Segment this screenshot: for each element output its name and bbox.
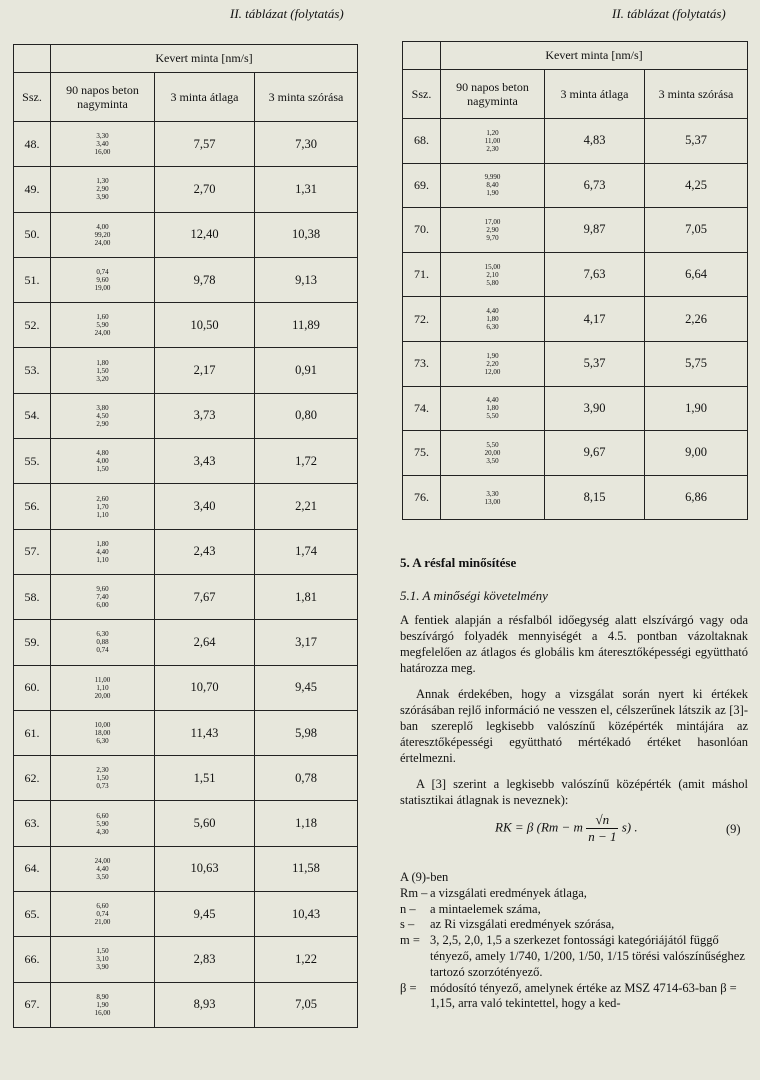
table-row xyxy=(403,119,748,164)
sample-value: 1,20 xyxy=(486,128,499,137)
sample-value: 2,30 xyxy=(486,144,499,153)
sample-value: 1,90 xyxy=(486,189,499,198)
sample-value: 24,00 xyxy=(94,329,111,338)
sample-value: 1,50 xyxy=(96,947,109,956)
table-row xyxy=(403,297,748,342)
mean-value: 9,67 xyxy=(545,431,645,476)
sample-value: 1,80 xyxy=(96,358,109,367)
table-row xyxy=(403,386,748,431)
sd-value: 1,72 xyxy=(255,439,358,484)
sample-value: 4,40 xyxy=(96,547,109,556)
sample-value: 0,74 xyxy=(96,646,109,655)
definition-item xyxy=(400,981,748,1013)
sd-value: 9,00 xyxy=(645,431,748,476)
mean-value: 8,93 xyxy=(155,982,255,1027)
equation-number: (9) xyxy=(726,822,741,836)
sample-value: 1,80 xyxy=(486,404,499,413)
sample-values xyxy=(51,756,155,801)
sample-value: 16,00 xyxy=(94,1008,111,1017)
table-row xyxy=(14,982,358,1027)
col-header-sample: 90 napos beton nagyminta xyxy=(51,73,155,122)
sample-value: 6,30 xyxy=(96,630,109,639)
sample-value: 15,00 xyxy=(484,262,501,271)
row-number: 68. xyxy=(403,119,441,164)
sd-value: 1,81 xyxy=(255,574,358,619)
table-row xyxy=(14,484,358,529)
sample-value: 6,60 xyxy=(96,902,109,911)
paragraph-3: A [3] szerint a legkisebb valószínű középérték (amit máshol statisztikai átlagnak is neveznek): xyxy=(400,777,748,807)
col-header-mean: 3 minta átlaga xyxy=(545,70,645,119)
sd-value: 6,86 xyxy=(645,475,748,520)
sample-value: 3,50 xyxy=(96,872,109,881)
header-blank xyxy=(403,42,441,70)
sd-value: 5,75 xyxy=(645,341,748,386)
section-title: 5. A résfal minősítése xyxy=(400,555,517,570)
row-number: 52. xyxy=(14,303,51,348)
sd-value: 9,45 xyxy=(255,665,358,710)
col-header-sample: 90 napos beton nagyminta xyxy=(441,70,545,119)
sample-value: 2,60 xyxy=(96,494,109,503)
paragraph-2: Annak érdekében, hogy a vizsgálat során nyert ki értékek szórásában rejlő információ ne vesszen el, célszerűnek látszik az [3]-ban szereplő legkisebb valószínű középérték mintájára az áteresztőképességi együttható mértékadó értéket hasonlóan értelmezni. xyxy=(400,687,748,765)
subsection-title: 5.1. A minőségi követelmény xyxy=(400,588,548,603)
sd-value: 10,38 xyxy=(255,212,358,257)
row-number: 50. xyxy=(14,212,51,257)
sample-values xyxy=(441,341,545,386)
sample-values xyxy=(441,208,545,253)
sample-values xyxy=(441,119,545,164)
mean-value: 2,17 xyxy=(155,348,255,393)
sample-value: 11,00 xyxy=(484,136,501,145)
definition-symbol: s – xyxy=(400,917,415,932)
sample-value: 12,00 xyxy=(484,367,501,376)
sample-value: 1,50 xyxy=(96,465,109,474)
mean-value: 7,67 xyxy=(155,574,255,619)
sample-values xyxy=(51,167,155,212)
sample-value: 4,00 xyxy=(96,457,109,466)
sample-value: 13,00 xyxy=(484,497,501,506)
sd-value: 2,21 xyxy=(255,484,358,529)
sample-value: 5,90 xyxy=(96,819,109,828)
sample-values xyxy=(51,122,155,167)
sample-values xyxy=(51,348,155,393)
sd-value: 1,31 xyxy=(255,167,358,212)
row-number: 51. xyxy=(14,257,51,302)
formula-denominator: n − 1 xyxy=(588,829,617,844)
table-row xyxy=(14,846,358,891)
sample-values xyxy=(51,937,155,982)
mean-value: 12,40 xyxy=(155,212,255,257)
sample-values xyxy=(51,212,155,257)
row-number: 58. xyxy=(14,574,51,619)
data-table-right xyxy=(402,41,748,520)
table-row xyxy=(14,710,358,755)
sample-values xyxy=(51,801,155,846)
sample-value: 24,00 xyxy=(94,856,111,865)
table-row xyxy=(14,665,358,710)
sample-value: 4,40 xyxy=(486,396,499,405)
table-row xyxy=(403,252,748,297)
definition-text: 3, 2,5, 2,0, 1,5 a szerkezet fontossági kategóriájától függő tényező, amely 1/740, 1/200, 1/50, 1/15 törési valószínűséghez tartozó szorzótényező. xyxy=(430,933,745,979)
table-row xyxy=(14,257,358,302)
sample-values xyxy=(51,529,155,574)
mean-value: 5,60 xyxy=(155,801,255,846)
sample-values xyxy=(441,475,545,520)
definition-symbol: Rm – xyxy=(400,885,428,900)
mean-value: 4,83 xyxy=(545,119,645,164)
sample-value: 1,60 xyxy=(96,313,109,322)
mean-value: 3,90 xyxy=(545,386,645,431)
sd-value: 1,74 xyxy=(255,529,358,574)
row-number: 70. xyxy=(403,208,441,253)
row-number: 49. xyxy=(14,167,51,212)
definition-symbol: n – xyxy=(400,901,416,916)
table-row xyxy=(14,348,358,393)
mean-value: 9,78 xyxy=(155,257,255,302)
mean-value: 10,50 xyxy=(155,303,255,348)
sample-value: 3,80 xyxy=(96,403,109,412)
table-row xyxy=(403,208,748,253)
sample-value: 2,90 xyxy=(96,419,109,428)
sd-value: 2,26 xyxy=(645,297,748,342)
col-header-sd: 3 minta szórása xyxy=(645,70,748,119)
sample-value: 2,10 xyxy=(486,270,499,279)
row-number: 65. xyxy=(14,892,51,937)
sample-value: 6,00 xyxy=(96,601,109,610)
sample-value: 1,80 xyxy=(96,539,109,548)
sample-value: 3,30 xyxy=(96,132,109,141)
group-header: Kevert minta [nm/s] xyxy=(51,45,358,73)
sd-value: 0,91 xyxy=(255,348,358,393)
mean-value: 10,63 xyxy=(155,846,255,891)
sd-value: 0,78 xyxy=(255,756,358,801)
sample-value: 1,10 xyxy=(96,683,109,692)
definition-intro: A (9)-ben xyxy=(400,870,449,884)
sample-values xyxy=(441,297,545,342)
sample-value: 3,30 xyxy=(486,489,499,498)
sample-value: 1,90 xyxy=(96,1000,109,1009)
sd-value: 7,30 xyxy=(255,122,358,167)
table-row xyxy=(14,122,358,167)
sample-value: 19,00 xyxy=(94,284,111,293)
row-number: 56. xyxy=(14,484,51,529)
sample-values xyxy=(51,982,155,1027)
sample-value: 1,50 xyxy=(96,366,109,375)
mean-value: 11,43 xyxy=(155,710,255,755)
sample-value: 3,20 xyxy=(96,374,109,383)
row-number: 63. xyxy=(14,801,51,846)
sample-value: 1,30 xyxy=(96,177,109,186)
row-number: 72. xyxy=(403,297,441,342)
sample-values xyxy=(441,386,545,431)
row-number: 61. xyxy=(14,710,51,755)
sample-values xyxy=(51,620,155,665)
definition-list xyxy=(400,870,748,1012)
row-number: 73. xyxy=(403,341,441,386)
sample-value: 8,90 xyxy=(96,992,109,1001)
definition-item xyxy=(400,933,748,980)
definition-item xyxy=(400,902,748,918)
table-row xyxy=(403,431,748,476)
sd-value: 5,98 xyxy=(255,710,358,755)
sd-value: 1,90 xyxy=(645,386,748,431)
mean-value: 6,73 xyxy=(545,163,645,208)
sample-value: 20,00 xyxy=(94,691,111,700)
sample-value: 5,50 xyxy=(486,412,499,421)
mean-value: 7,57 xyxy=(155,122,255,167)
row-number: 62. xyxy=(14,756,51,801)
mean-value: 10,70 xyxy=(155,665,255,710)
sample-values xyxy=(51,303,155,348)
sample-value: 9,60 xyxy=(96,585,109,594)
table-row xyxy=(403,163,748,208)
sd-value: 11,58 xyxy=(255,846,358,891)
row-number: 48. xyxy=(14,122,51,167)
sd-value: 1,18 xyxy=(255,801,358,846)
table-row xyxy=(14,620,358,665)
row-number: 69. xyxy=(403,163,441,208)
mean-value: 9,45 xyxy=(155,892,255,937)
table-row xyxy=(14,303,358,348)
definition-text: az Ri vizsgálati eredmények szórása, xyxy=(430,917,615,932)
definition-text: a vizsgálati eredmények átlaga, xyxy=(430,885,587,900)
table-row xyxy=(14,892,358,937)
sample-value: 16,00 xyxy=(94,148,111,157)
sample-value: 2,20 xyxy=(486,359,499,368)
sd-value: 11,89 xyxy=(255,303,358,348)
sample-value: 1,70 xyxy=(96,502,109,511)
definition-item xyxy=(400,917,748,933)
sample-value: 1,10 xyxy=(96,555,109,564)
sample-value: 5,80 xyxy=(486,278,499,287)
sample-values xyxy=(51,484,155,529)
table-row xyxy=(14,937,358,982)
sample-values xyxy=(441,431,545,476)
sample-value: 8,40 xyxy=(486,181,499,190)
sample-values xyxy=(441,252,545,297)
mean-value: 8,15 xyxy=(545,475,645,520)
sample-value: 2,90 xyxy=(96,185,109,194)
definition-text: a mintaelemek száma, xyxy=(430,901,541,916)
mean-value: 5,37 xyxy=(545,341,645,386)
row-number: 55. xyxy=(14,439,51,484)
sample-value: 6,60 xyxy=(96,811,109,820)
sample-value: 0,74 xyxy=(96,268,109,277)
col-header-mean: 3 minta átlaga xyxy=(155,73,255,122)
sample-values xyxy=(51,257,155,302)
sd-value: 0,80 xyxy=(255,393,358,438)
row-number: 74. xyxy=(403,386,441,431)
table-row xyxy=(14,529,358,574)
formula-close: s) . xyxy=(621,819,638,835)
row-number: 60. xyxy=(14,665,51,710)
sample-value: 4,40 xyxy=(486,307,499,316)
row-number: 53. xyxy=(14,348,51,393)
group-header: Kevert minta [nm/s] xyxy=(441,42,748,70)
row-number: 59. xyxy=(14,620,51,665)
sample-value: 99,20 xyxy=(94,230,111,239)
sample-value: 4,80 xyxy=(96,449,109,458)
sample-values xyxy=(51,710,155,755)
sample-value: 3,90 xyxy=(96,193,109,202)
sample-value: 3,50 xyxy=(486,456,499,465)
sd-value: 7,05 xyxy=(645,208,748,253)
sample-values xyxy=(51,439,155,484)
sample-value: 4,30 xyxy=(96,827,109,836)
table-row xyxy=(14,439,358,484)
sd-value: 1,22 xyxy=(255,937,358,982)
formula-fraction xyxy=(586,812,618,845)
sample-value: 20,00 xyxy=(484,448,501,457)
sd-value: 7,05 xyxy=(255,982,358,1027)
sample-values xyxy=(51,665,155,710)
row-number: 67. xyxy=(14,982,51,1027)
sample-value: 2,30 xyxy=(96,766,109,775)
definition-symbol: m = xyxy=(400,933,420,948)
row-number: 75. xyxy=(403,431,441,476)
mean-value: 3,73 xyxy=(155,393,255,438)
sd-value: 4,25 xyxy=(645,163,748,208)
sample-value: 1,90 xyxy=(486,351,499,360)
sd-value: 5,37 xyxy=(645,119,748,164)
definition-item xyxy=(400,886,748,902)
sample-value: 6,30 xyxy=(96,737,109,745)
table-row xyxy=(403,341,748,386)
table-row xyxy=(14,212,358,257)
sample-value: 3,90 xyxy=(96,963,109,972)
formula-9 xyxy=(495,812,638,845)
sample-value: 0,74 xyxy=(96,910,109,919)
sample-value: 4,00 xyxy=(96,222,109,231)
definition-symbol: β = xyxy=(400,980,417,995)
formula-lhs: RK = β xyxy=(495,819,534,835)
sample-value: 17,00 xyxy=(484,217,501,226)
sd-value: 10,43 xyxy=(255,892,358,937)
sd-value: 6,64 xyxy=(645,252,748,297)
sample-value: 9,60 xyxy=(96,276,109,285)
col-header-sd: 3 minta szórása xyxy=(255,73,358,122)
mean-value: 2,83 xyxy=(155,937,255,982)
mean-value: 9,87 xyxy=(545,208,645,253)
sd-value: 3,17 xyxy=(255,620,358,665)
sample-value: 1,50 xyxy=(96,774,109,783)
sample-value: 9,990 xyxy=(484,173,501,182)
table-row xyxy=(403,475,748,520)
sample-values xyxy=(51,846,155,891)
mean-value: 7,63 xyxy=(545,252,645,297)
sample-value: 4,50 xyxy=(96,411,109,420)
paragraph-1: A fentiek alapján a résfalból időegység alatt elszívárgó vagy oda beszívárgó folyadék mennyiségét a 4.5. pontban vázoltaknak megfelelően az átlagos és globális km áteresztőképességi együttható határozza meg. xyxy=(400,613,748,675)
sample-value: 7,40 xyxy=(96,593,109,602)
sample-values xyxy=(51,574,155,619)
table-row xyxy=(14,801,358,846)
mean-value: 1,51 xyxy=(155,756,255,801)
sample-values xyxy=(51,393,155,438)
sample-value: 3,10 xyxy=(96,955,109,964)
sample-value: 3,40 xyxy=(96,140,109,149)
sample-value: 24,00 xyxy=(94,238,111,247)
table-row xyxy=(14,574,358,619)
sample-value: 21,00 xyxy=(94,918,111,927)
mean-value: 2,64 xyxy=(155,620,255,665)
sample-value: 10,00 xyxy=(94,721,111,729)
table-row xyxy=(14,756,358,801)
formula-open: (Rm − m xyxy=(536,819,583,835)
mean-value: 2,43 xyxy=(155,529,255,574)
running-header-right: II. táblázat (folytatás) xyxy=(612,6,726,21)
mean-value: 2,70 xyxy=(155,167,255,212)
row-number: 57. xyxy=(14,529,51,574)
sd-value: 9,13 xyxy=(255,257,358,302)
col-header-ssz: Ssz. xyxy=(403,70,441,119)
sample-value: 1,10 xyxy=(96,510,109,519)
formula-numerator: √n xyxy=(586,812,618,829)
sample-value: 6,30 xyxy=(486,323,499,332)
definition-text: módosító tényező, amelynek értéke az MSZ 4714-63-ban β = 1,15, arra való tekintettel, hogy a ked- xyxy=(430,980,737,1011)
col-header-ssz: Ssz. xyxy=(14,73,51,122)
sample-value: 5,50 xyxy=(486,440,499,449)
sample-value: 0,73 xyxy=(96,782,109,791)
sample-value: 2,90 xyxy=(486,225,499,234)
mean-value: 3,40 xyxy=(155,484,255,529)
mean-value: 3,43 xyxy=(155,439,255,484)
sample-values xyxy=(441,163,545,208)
table-row xyxy=(14,167,358,212)
mean-value: 4,17 xyxy=(545,297,645,342)
sample-value: 0,88 xyxy=(96,638,109,647)
sample-value: 18,00 xyxy=(94,729,111,737)
sample-value: 5,90 xyxy=(96,321,109,330)
sample-value: 1,80 xyxy=(486,315,499,324)
row-number: 54. xyxy=(14,393,51,438)
row-number: 71. xyxy=(403,252,441,297)
sample-value: 11,00 xyxy=(94,675,111,684)
row-number: 64. xyxy=(14,846,51,891)
row-number: 76. xyxy=(403,475,441,520)
table-row xyxy=(14,393,358,438)
sample-value: 9,70 xyxy=(486,233,499,242)
sample-value: 4,40 xyxy=(96,864,109,873)
running-header-left: II. táblázat (folytatás) xyxy=(230,6,344,21)
sample-values xyxy=(51,892,155,937)
row-number: 66. xyxy=(14,937,51,982)
header-blank xyxy=(14,45,51,73)
data-table-left xyxy=(13,44,358,1028)
